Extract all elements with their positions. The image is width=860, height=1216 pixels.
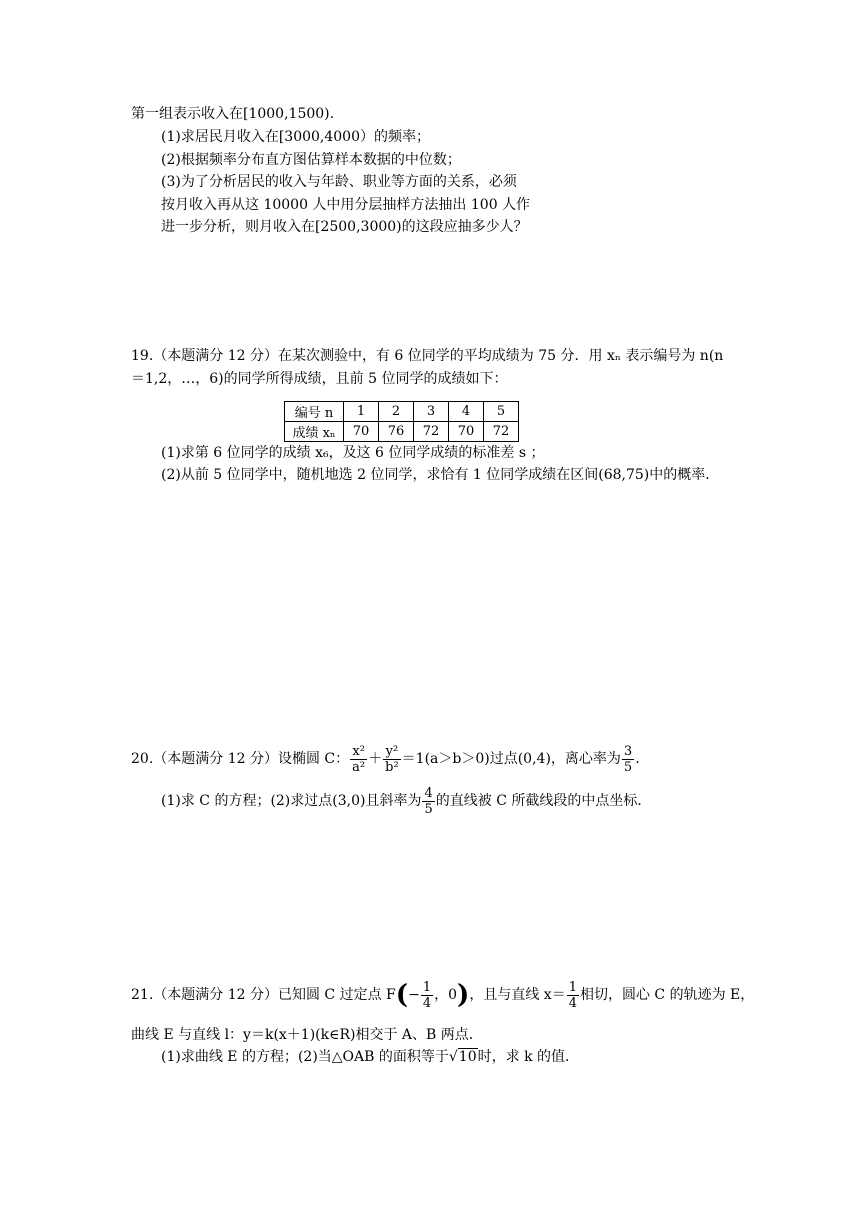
q18-part1: (1)求居民月收入在[3000,4000）的频率；	[161, 129, 431, 145]
table-cell: 72	[414, 422, 449, 442]
q19-stem-line1: 19.（本题满分 12 分）在某次测验中，有 6 位同学的平均成绩为 75 分．用 xₙ 表示编号为 n(n	[131, 348, 724, 364]
q18-part3-line3: 进一步分析，则月收入在[2500,3000)的这段应抽多少人？	[161, 219, 528, 235]
q20-parts	[161, 784, 651, 818]
sqrt-icon: √	[448, 1049, 458, 1065]
q19-stem-line2: ＝1,2，…，6)的同学所得成绩，且前 5 位同学的成绩如下：	[131, 371, 508, 387]
q21-stem-line1	[131, 976, 754, 1014]
q20-ecc-num: 3	[623, 743, 633, 759]
q20-frac2-den: b²	[385, 759, 399, 775]
q21-stem-post: 相切，圆心 C 的轨迹为 E，	[579, 987, 755, 1003]
q20-stem-end: .	[635, 751, 640, 767]
q20-ecc-den: 5	[623, 759, 633, 775]
q21-line-fraction	[567, 981, 579, 1010]
q19-part1: (1)求第 6 位同学的成绩 x₆，及这 6 位同学成绩的标准差 s ；	[161, 445, 545, 461]
table-cell: 70	[344, 422, 379, 442]
q21-parts-pre: (1)求曲线 E 的方程；(2)当△OAB 的面积等于	[161, 1049, 449, 1065]
q20-fraction-y	[383, 745, 401, 774]
table-cell: 2	[379, 402, 414, 422]
table-cell: 3	[414, 402, 449, 422]
q21-parts-post: 时，求 k 的值．	[477, 1049, 580, 1065]
left-bracket-icon: (	[395, 980, 409, 1010]
q21-stem-line2: 曲线 E 与直线 l：y＝k(x＋1)(k∈R)相交于 A、B 两点．	[131, 1027, 483, 1043]
q21-line-den: 4	[568, 995, 577, 1011]
q20-plus: ＋	[368, 751, 383, 767]
q18-part3-line1: (3)为了分析居民的收入与年龄、职业等方面的关系，必须	[161, 174, 517, 190]
table-row	[285, 402, 519, 422]
q21-pt-num: 1	[422, 979, 432, 995]
q21-line-num: 1	[568, 979, 577, 995]
q20-parts-pre: (1)求 C 的方程；(2)求过点(3,0)且斜率为	[161, 793, 422, 809]
q21-pt-den: 4	[422, 995, 432, 1011]
q20-frac1-num: x²	[350, 745, 367, 760]
q20-frac1-den: a²	[352, 759, 366, 775]
q21-point-minus: −	[408, 987, 420, 1003]
table-cell: 5	[484, 402, 519, 422]
table-header-score: 成绩 xₙ	[285, 422, 344, 442]
table-cell: 1	[344, 402, 379, 422]
q20-fraction-x	[350, 745, 367, 774]
q21-sqrt-value: 10	[458, 1049, 477, 1065]
right-bracket-icon: )	[457, 980, 470, 1010]
q20-slope	[422, 787, 434, 816]
q21-stem-mid: ，且与直线 x＝	[469, 987, 566, 1003]
q20-frac2-num: y²	[383, 745, 401, 760]
table-cell: 72	[484, 422, 519, 442]
q20-stem-pre: 20.（本题满分 12 分）设椭圆 C：	[131, 751, 350, 767]
q20-slope-den: 5	[424, 801, 433, 817]
table-header-id: 编号 n	[285, 402, 344, 422]
q19-part2: (2)从前 5 位同学中，随机地选 2 位同学，求恰有 1 位同学成绩在区间(68,75)中的概率．	[161, 467, 720, 483]
table-cell: 70	[449, 422, 484, 442]
table-cell: 4	[449, 402, 484, 422]
q21-parts	[161, 1047, 579, 1067]
q18-part2: (2)根据频率分布直方图估算样本数据的中位数；	[161, 152, 461, 168]
q21-stem-pre: 21.（本题满分 12 分）已知圆 C 过定点 F	[131, 987, 396, 1003]
q20-slope-num: 4	[424, 785, 433, 801]
q20-stem	[131, 742, 640, 776]
q20-stem-mid: ＝1(a＞b＞0)过点(0,4)，离心率为	[401, 751, 621, 767]
q18-part3-line2: 按月收入再从这 10000 人中用分层抽样方法抽出 100 人作	[161, 197, 531, 213]
q21-point-rest: ，0	[434, 987, 458, 1003]
q19-score-table	[284, 401, 519, 442]
q21-point-fraction	[421, 981, 433, 1010]
q18-intro: 第一组表示收入在[1000,1500).	[131, 106, 335, 122]
q20-parts-post: 的直线被 C 所截线段的中点坐标．	[435, 793, 652, 809]
q20-eccentricity	[622, 745, 634, 774]
table-cell: 76	[379, 422, 414, 442]
table-row	[285, 422, 519, 442]
